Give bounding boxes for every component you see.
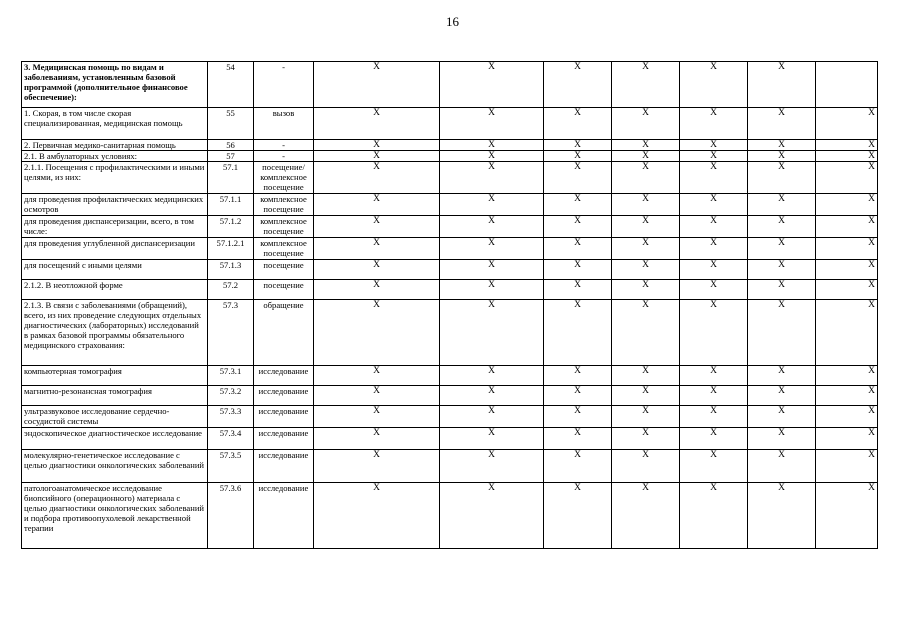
x-mark-cell-last: X [816,406,878,428]
x-mark-cell: X [612,162,680,194]
row-label: для проведения углубленной диспансеризации [22,238,208,260]
x-mark-cell: X [544,194,612,216]
table-row [22,406,878,428]
x-mark-cell: X [748,140,816,151]
line-number: 57.3.4 [208,428,254,450]
x-mark-cell: X [544,216,612,238]
x-mark-cell: X [544,108,612,140]
row-label: магнитно-резонансная томография [22,386,208,406]
x-mark-cell-last: X [816,280,878,300]
x-mark-cell: X [748,428,816,450]
x-mark-cell: X [612,386,680,406]
x-mark-cell-last: X [816,216,878,238]
x-mark-cell: X [440,406,544,428]
x-mark-cell: X [680,260,748,280]
table-row [22,280,878,300]
row-label: 2.1.1. Посещения с профилактическими и иными целями, из них: [22,162,208,194]
x-mark-cell: X [748,162,816,194]
line-number: 57.1.2.1 [208,238,254,260]
row-label: для проведения диспансеризации, всего, в том числе: [22,216,208,238]
x-mark-cell: X [314,450,440,483]
x-mark-cell: X [748,280,816,300]
x-mark-cell: X [748,238,816,260]
x-mark-cell: X [544,238,612,260]
x-mark-cell: X [544,280,612,300]
line-number: 56 [208,140,254,151]
table-row [22,386,878,406]
row-label: 2.1. В амбулаторных условиях: [22,151,208,162]
table-row [22,162,878,194]
unit-of-measure: исследование [254,386,314,406]
table-row [22,483,878,549]
x-mark-cell: X [680,140,748,151]
x-mark-cell: X [440,260,544,280]
x-mark-cell-last: X [816,483,878,549]
row-label: 2. Первичная медико-санитарная помощь [22,140,208,151]
x-mark-cell-last: X [816,140,878,151]
x-mark-cell: X [680,280,748,300]
x-mark-cell-last: X [816,450,878,483]
x-mark-cell: X [440,238,544,260]
x-mark-cell: X [612,194,680,216]
x-mark-cell: X [680,406,748,428]
x-mark-cell: X [544,62,612,108]
x-mark-cell: X [314,428,440,450]
row-label: компьютерная томография [22,366,208,386]
report-table [21,61,878,549]
x-mark-cell: X [314,238,440,260]
x-mark-cell: X [612,366,680,386]
x-mark-cell: X [314,62,440,108]
unit-of-measure: исследование [254,450,314,483]
x-mark-cell-last: X [816,260,878,280]
line-number: 57.1.2 [208,216,254,238]
unit-of-measure: комплексное посещение [254,216,314,238]
line-number: 57.1 [208,162,254,194]
x-mark-cell: X [612,280,680,300]
x-mark-cell: X [680,216,748,238]
unit-of-measure: исследование [254,406,314,428]
x-mark-cell: X [748,216,816,238]
table-row [22,428,878,450]
row-label: эндоскопическое диагностическое исследование [22,428,208,450]
x-mark-cell-last: X [816,108,878,140]
row-label: 3. Медицинская помощь по видам и заболеваниям, установленным базовой программой (дополнительное финансовое обеспечение): [22,62,208,108]
unit-of-measure: посещение [254,280,314,300]
x-mark-cell: X [612,406,680,428]
x-mark-cell: X [440,194,544,216]
x-mark-cell: X [612,108,680,140]
x-mark-cell: X [440,366,544,386]
unit-of-measure: - [254,140,314,151]
x-mark-cell: X [544,260,612,280]
x-mark-cell: X [544,386,612,406]
table-row [22,238,878,260]
row-label: ультразвуковое исследование сердечно-сосудистой системы [22,406,208,428]
x-mark-cell: X [314,162,440,194]
x-mark-cell: X [544,366,612,386]
line-number: 55 [208,108,254,140]
x-mark-cell: X [314,386,440,406]
unit-of-measure: исследование [254,366,314,386]
x-mark-cell: X [680,108,748,140]
table-row [22,151,878,162]
x-mark-cell: X [440,300,544,366]
x-mark-cell: X [612,151,680,162]
row-label: для проведения профилактических медицинских осмотров [22,194,208,216]
table-row [22,260,878,280]
x-mark-cell: X [612,62,680,108]
x-mark-cell: X [748,406,816,428]
x-mark-cell: X [544,450,612,483]
x-mark-cell: X [680,194,748,216]
x-mark-cell: X [440,483,544,549]
x-mark-cell: X [748,386,816,406]
x-mark-cell: X [440,162,544,194]
x-mark-cell: X [748,108,816,140]
x-mark-cell: X [748,151,816,162]
x-mark-cell: X [314,483,440,549]
unit-of-measure: вызов [254,108,314,140]
x-mark-cell: X [680,450,748,483]
table-row [22,366,878,386]
unit-of-measure: посещение [254,260,314,280]
x-mark-cell: X [680,366,748,386]
x-mark-cell-last: X [816,386,878,406]
x-mark-cell: X [748,483,816,549]
line-number: 57.2 [208,280,254,300]
x-mark-cell: X [680,483,748,549]
x-mark-cell: X [314,366,440,386]
x-mark-cell: X [748,260,816,280]
line-number: 57.3.2 [208,386,254,406]
x-mark-cell: X [680,300,748,366]
x-mark-cell: X [612,238,680,260]
x-mark-cell: X [440,280,544,300]
x-mark-cell: X [612,300,680,366]
x-mark-cell: X [612,483,680,549]
x-mark-cell-last [816,62,878,108]
line-number: 57.1.1 [208,194,254,216]
table-row [22,140,878,151]
x-mark-cell: X [440,428,544,450]
unit-of-measure: исследование [254,483,314,549]
x-mark-cell: X [314,151,440,162]
x-mark-cell-last: X [816,151,878,162]
page-number: 16 [446,14,459,29]
line-number: 57.3.1 [208,366,254,386]
x-mark-cell: X [544,483,612,549]
x-mark-cell: X [440,216,544,238]
unit-of-measure: - [254,151,314,162]
x-mark-cell-last: X [816,238,878,260]
line-number: 57 [208,151,254,162]
x-mark-cell-last: X [816,300,878,366]
unit-of-measure: обращение [254,300,314,366]
x-mark-cell-last: X [816,366,878,386]
table-row [22,450,878,483]
x-mark-cell: X [314,108,440,140]
x-mark-cell: X [680,428,748,450]
line-number: 57.3.6 [208,483,254,549]
x-mark-cell: X [544,406,612,428]
unit-of-measure: комплексное посещение [254,194,314,216]
x-mark-cell: X [440,140,544,151]
x-mark-cell: X [680,151,748,162]
x-mark-cell: X [680,386,748,406]
unit-of-measure: - [254,62,314,108]
x-mark-cell: X [612,260,680,280]
x-mark-cell: X [748,62,816,108]
unit-of-measure: комплексное посещение [254,238,314,260]
table-row [22,108,878,140]
x-mark-cell: X [544,300,612,366]
row-label: 2.1.3. В связи с заболеваниями (обращений), всего, из них проведение следующих отдельных диагностических (лабораторных) исследований в рамках базовой программы обязательного медицинского страхования: [22,300,208,366]
x-mark-cell: X [314,194,440,216]
line-number: 54 [208,62,254,108]
x-mark-cell: X [612,140,680,151]
line-number: 57.1.3 [208,260,254,280]
line-number: 57.3.5 [208,450,254,483]
x-mark-cell: X [440,62,544,108]
x-mark-cell: X [612,428,680,450]
x-mark-cell: X [314,260,440,280]
x-mark-cell: X [680,162,748,194]
row-label: для посещений с иными целями [22,260,208,280]
line-number: 57.3 [208,300,254,366]
table-row [22,62,878,108]
x-mark-cell: X [544,428,612,450]
x-mark-cell: X [440,386,544,406]
x-mark-cell: X [544,151,612,162]
x-mark-cell: X [612,216,680,238]
x-mark-cell: X [544,140,612,151]
x-mark-cell-last: X [816,194,878,216]
row-label: 2.1.2. В неотложной форме [22,280,208,300]
table-row [22,216,878,238]
x-mark-cell: X [748,366,816,386]
unit-of-measure: исследование [254,428,314,450]
row-label: 1. Скорая, в том числе скорая специализированная, медицинская помощь [22,108,208,140]
table-row [22,194,878,216]
row-label: молекулярно-генетическое исследование с целью диагностики онкологических заболеваний [22,450,208,483]
x-mark-cell: X [612,450,680,483]
x-mark-cell: X [440,151,544,162]
x-mark-cell-last: X [816,428,878,450]
x-mark-cell: X [314,140,440,151]
x-mark-cell: X [440,450,544,483]
x-mark-cell: X [314,300,440,366]
row-label: патологоанатомическое исследование биопсийного (операционного) материала с целью диагностики онкологических заболеваний и подбора противоопухолевой лекарственной терапии [22,483,208,549]
x-mark-cell: X [748,300,816,366]
x-mark-cell: X [314,280,440,300]
x-mark-cell: X [680,238,748,260]
unit-of-measure: посещение/ комплексное посещение [254,162,314,194]
x-mark-cell: X [544,162,612,194]
x-mark-cell: X [748,450,816,483]
x-mark-cell: X [748,194,816,216]
x-mark-cell-last: X [816,162,878,194]
x-mark-cell: X [314,406,440,428]
x-mark-cell: X [680,62,748,108]
x-mark-cell: X [314,216,440,238]
line-number: 57.3.3 [208,406,254,428]
x-mark-cell: X [440,108,544,140]
table-row [22,300,878,366]
